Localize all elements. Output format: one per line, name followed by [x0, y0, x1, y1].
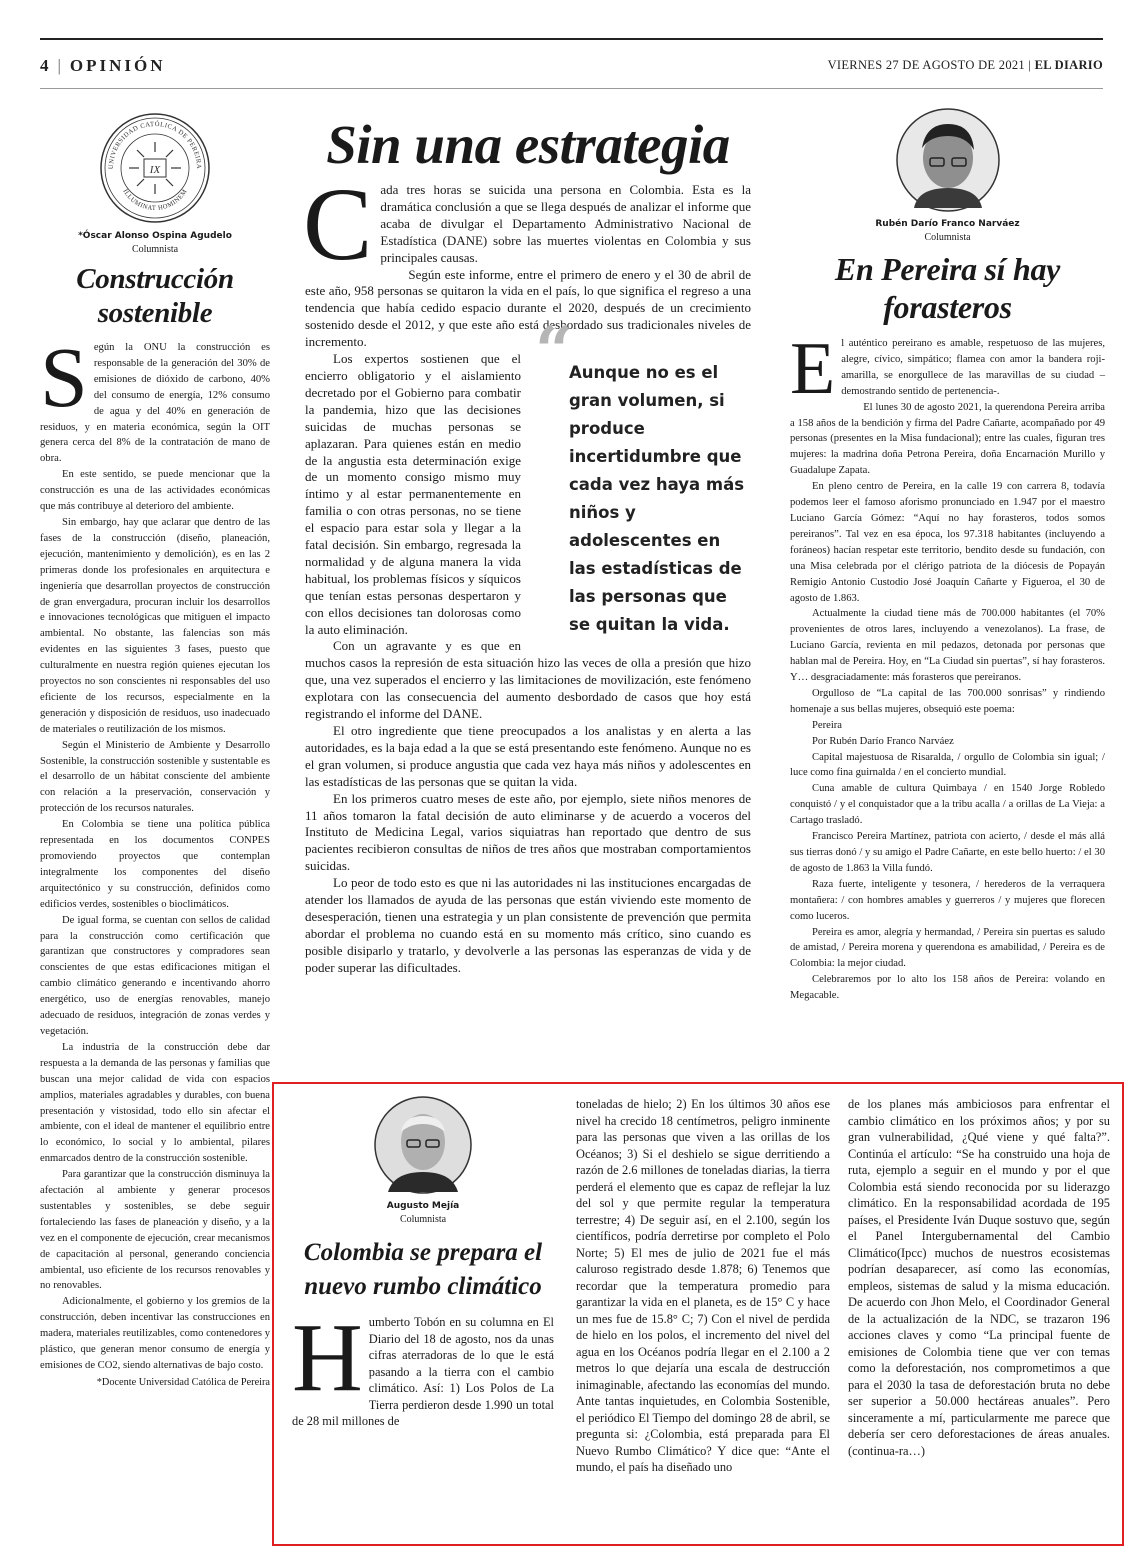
- paragraph: Cada tres horas se suicida una persona en Colombia. Esta es la dramática conclusión a que se llega después de analizar el informe que acaba de divulgar el Departamento Administrativo Nacional de Estadística (DANE) sobre las muertes violentas en Colombia y sus principales causas.: [303, 167, 751, 282]
- poem-stanza: Francisco Pereira Martínez, patriota con acierto, / desde el más allá sus tierras donó / y su amigo el Padre Cañarte, en este bello huerto: / el 30 de agosto de 1.863 la Villa fundó.: [790, 831, 1105, 874]
- paragraph: La industria de la construcción debe dar respuesta a la demanda de las personas y familias que buscan una mejor calidad de vida con espacios amplios, materiales agradables y durables, con buena presentación y vistosidad, todo ello sin afectar el ambiente, con el ideal de mantener el equilibrio entre lo económico, lo social y lo ambiental, pilares enmarcados dentro de la construcción sostenible.: [40, 1041, 270, 1165]
- author-name: Rubén Darío Franco Narváez: [875, 219, 1020, 229]
- left-column-article: [40, 108, 270, 1390]
- drop-cap: S: [40, 329, 88, 425]
- article-title: Construcción sostenible: [76, 263, 234, 329]
- article-title: Colombia se prepara el nuevo rumbo climático: [303, 1239, 543, 1300]
- page-number: 4: [40, 56, 52, 75]
- paragraph: Adicionalmente, el gobierno y los gremios de la construcción, deben incentivar las construcciones en madera, materiales reutilizables, como contenedores y plástico, que generan menor consumo de energía y emisiones de CO2, siendo alternativas de bajo costo.: [40, 1296, 270, 1371]
- author-byline: [292, 1200, 554, 1226]
- poem-stanza: Capital majestuosa de Risaralda, / orgullo de Colombia sin igual; / luce como fina guirnalda / en el concierto mundial.: [790, 751, 1105, 779]
- article-title: En Pereira sí hay forasteros: [834, 251, 1061, 325]
- svg-text:UNIVERSIDAD CATÓLICA DE PEREIR: UNIVERSIDAD CATÓLICA DE PEREIRA: [107, 120, 203, 170]
- paragraph: En los primeros cuatro meses de este año, por ejemplo, siete niños menores de 11 años tomaron la fatal decisión de auto eliminarse y de acuerdo a voceros del Instituto de Medicina Legal, varios siquiatras han reportado que dentro de sus pacientes recibieron consultas de niños de tres años que mostraban comportamientos suicidas.: [305, 790, 751, 874]
- section-name: OPINIÓN: [69, 56, 166, 75]
- university-seal-logo: [99, 112, 211, 224]
- drop-cap: C: [303, 167, 373, 282]
- pull-quote-text: Aunque no es el gran volumen, si produce incertidumbre que cada vez haya más niños y adolescentes en las estadísticas de las personas que se quitan la vida.: [569, 363, 745, 635]
- author-name: *Óscar Alonso Ospina Agudelo: [78, 231, 232, 241]
- editorial-title: Sin una estrategia: [326, 114, 730, 175]
- drop-cap: H: [292, 1304, 363, 1412]
- section-label: 4 | OPINIÓN: [40, 56, 166, 75]
- author-name: Augusto Mejía: [386, 1201, 460, 1211]
- paragraph: Para garantizar que la construcción disminuya la afectación al ambiente y generar procesos sustentables y sostenibles, se debe seguir fortaleciendo las fases de planeación y diseño, y a la vez en el componente de ejecución, crear mecanismos de capacitación al personal, generando conciencia ambiental, uso eficiente de los recursos renovables y no renovables.: [40, 1169, 270, 1292]
- svg-text:ΙΧ: ΙΧ: [149, 164, 161, 176]
- box-column-3: de los planes más ambiciosos para enfrentar el cambio climático en los próximos años; y por su gran vulnerabilidad, ¿Qué viene y qué falta?”. Continúa el artículo: “Se ha construido una hoja de ruta, ejemplo a seguir en el mundo y por el que Colombia está siendo reconocida por su liderazgo climático. En la responsabilidad acordada de 195 países, el Presidente Iván Duque sostuvo que, según el Panel Intergubernamental del Cambio Climático(Ipcc) muchos de nuestros ecosistemas podrían desaparecer, así como las economías, empleos, sistemas de salud y la misma educación. De acuerdo con Jhon Melo, el Coordinador General de la actualización de la NDC, se trazaron 196 acciones claves y como “La principal fuente de emisiones de Colombia tiene que ver con temas como la deforestación, nos comprometimos a que para el 2030 la tasa de deforestación bruta no debe ser superior a 50.000 hectáreas anuales”. Pero sinceramente a mí, particularmente me parece que debería ser cero deforestaciones de áreas anuales. (continua-ra…): [848, 1097, 1110, 1458]
- paragraph: Los expertos sostienen que el encierro obligatorio y el aislamiento decretado por el Gobierno para combatir la pandemia, hizo que las decisiones suicidas de muchas personas se aplazaran. Para quienes están en medio de la angustia esta determinación exige de un momento consigo mismo muy íntimo y al estar permanentemente en familia o con otras personas, no se tiene el espacio para estar sola y llegar a la fatal decisión. Sin embargo, regresada la normalidad y de alguna manera la vida habitual, los problemas físicos y síquicos que tenían estas personas despertaron y con ellos decisiones tan dolorosas como la auto eliminación.: [305, 351, 521, 637]
- paragraph: De igual forma, se cuentan con sellos de calidad para la construcción como certificación que garantizan que constructores y compradores sean conscientes de que estas edificaciones mitigan el cambio climático generando e incentivando ahorro energético, uso de energías renovables, manejo adecuado de residuos, integración de zonas verdes y vegetación.: [40, 914, 270, 1037]
- author-photo: [896, 108, 1000, 212]
- paragraph: Sin embargo, hay que aclarar que dentro de las fases de la construcción (diseño, planeación, ejecución, mantenimiento y demolición), es en las 2 primeras donde los profesionales en arquitectura e ingeniería que desarrollan proyectos de construcción de gran envergadura, procuran incluir los desarrollos e innovaciones tecnológicas que mitiguen el impacto ambiental. No obstante, las falencias son más evidentes en las siguientes 3 fases, puesto que culturalmente en nuestra región quienes ejecutan los proyectos no son conscientes ni responsables del uso eficiente de los recursos, especialmente en la generación y disposición de residuos, uso inadecuado de materiales o reutilización de los mismos.: [40, 516, 270, 735]
- box-column-1: [292, 1096, 554, 1430]
- paragraph: Según el Ministerio de Ambiente y Desarrollo Sostenible, la construcción sostenible y sustentable es el desarrollo de un hábitat consciente del ambiente con relación a la preservación, conservación y protección de los recursos naturales.: [40, 739, 270, 815]
- author-role: Columnista: [399, 1214, 447, 1225]
- paragraph: En pleno centro de Pereira, en la calle 19 con carrera 8, todavía podemos leer el famoso aforismo pronunciado en 1.947 por el maestro Luciano García Gómez: “Aquí no hay forasteros, todos somos pereiranos”. Tal vez en esa época, los 97.318 habitantes (incluyendo a foráneos) hacían respetar este territorio, bendito desde su fundación, con una Misa celebrada por el clérigo patriota de la diócesis de Popayán Remigio Antonio Custodio José Joaquín Cañarte y Figueroa, el 30 de agosto de 1.863.: [790, 481, 1105, 604]
- poem-author: Por Rubén Darío Franco Narváez: [812, 735, 954, 747]
- poem-stanza: Pereira es amor, alegría y hermandad, / Pereira sin puertas es saludo de amistad, / Pereira morena y querendona es amabilidad, / Pereira es de Colombia: la mejor ciudad.: [790, 926, 1105, 970]
- header-rule: [40, 88, 1103, 89]
- paragraph: El otro ingrediente que tiene preocupados a los analistas y en alerta a las autoridades, es la baja edad a la que se está presentando este fenómeno. Aunque no es el gran volumen, si produce angustia que cada vez haya más niños y adolescentes en las estadísticas de las personas que se quitan la vida.: [305, 723, 751, 789]
- author-byline: [40, 230, 270, 256]
- paper-name: EL DIARIO: [1034, 58, 1103, 72]
- paragraph: Humberto Tobón en su columna en El Diario del 18 de agosto, nos da unas cifras aterradoras de lo que le está pasando a la tierra con el cambio climático. Así: 1) Los Polos de La Tierra perdieron desde 1.990 un total de 28 mil millones de: [292, 1304, 554, 1428]
- paragraph: En este sentido, se puede mencionar que la construcción es una de las actividades económicas que más contribuye al deterioro del ambiente.: [40, 469, 270, 513]
- paragraph: El auténtico pereirano es amable, respetuoso de las mujeres, alegre, cívico, simpático; flamea con amor la bandera roji-amarilla, se enorgullece de las maravillas de su ciudad –demostrando sentido de pertenencia-.: [790, 328, 1105, 410]
- paragraph: El lunes 30 de agosto 2021, la querendona Pereira arriba a 158 años de la bendición y firma del Padre Cañarte, acompañado por 49 personas (presentes en la Misa fundacional); entre las cuales, figuran tres mujeres: la madrina doña Petrona Pereira, doña Encarnación Murillo y Guadalupe Zapata.: [790, 401, 1105, 477]
- paragraph: Según la ONU la construcción es responsable de la generación del 30% de emisiones de dióxido de carbono, 40% del consumo de energía, 12% consumo de agua y del 40% en generación de residuos, y en materia económica, según la OIT genera cerca del 8% de la contratación de mano de obra.: [40, 329, 270, 465]
- author-footnote: *Docente Universidad Católica de Pereira: [96, 1376, 270, 1388]
- poem-stanza: Cuna amable de cultura Quimbaya / en 1540 Jorge Robledo conquistó / y el conquistador que a la tribu acalla / a orillas de La Vieja: a Cartago trasladó.: [790, 783, 1105, 827]
- paragraph: Actualmente la ciudad tiene más de 700.000 habitantes (el 70% provenientes de otros lares, incluyendo a venezolanos). La frase, de Luciano García, revienta en mil pedazos, detonada por personas que hablan mal de Pereira. Hoy, en “La Ciudad sin puertas”, sí hay forasteros. Y… desgraciadamente: más forasteros que pereiranos.: [790, 608, 1105, 684]
- paragraph: Con un agravante y es que en muchos casos la represión de esta situación hizo las veces de olla a presión que hizo que, una vez superados el encierro y las limitaciones de movilización, este fenómeno explotara con las consecuencia del aumento desbordado de casos que hoy está registrando el informe del DANE.: [305, 638, 751, 722]
- paragraph: Según este informe, entre el primero de enero y el 30 de abril de este año, 958 personas se quitaron la vida en el país, lo que significa el regreso a una tendencia que había cedido espacio durante el 2020, después de un crecimiento sostenido desde el 2012, y que este año está desbordado sus tradicionales niveles de incremento.: [305, 266, 751, 350]
- drop-cap: E: [790, 328, 836, 410]
- svg-text:ILLUMINAT HOMINEM: ILLUMINAT HOMINEM: [121, 188, 189, 213]
- poem-stanza: Raza fuerte, inteligente y tesonera, / herederos de la verraquera montañera: / con hombres amables y guerreros / y mujeres que florecen como luceros.: [790, 878, 1105, 922]
- paragraph: Orgulloso de “La capital de las 700.000 sonrisas” y rindiendo homenaje a sus bellas mujeres, obsequió este poema:: [790, 687, 1105, 715]
- author-photo: [374, 1096, 472, 1194]
- right-column-article: [790, 108, 1105, 1004]
- author-role: Columnista: [924, 232, 971, 243]
- paragraph: Celebraremos por lo alto los 158 años de Pereira: volando en Megacable.: [790, 974, 1105, 1002]
- poem-title: Pereira: [812, 719, 842, 731]
- editorial-article: [305, 112, 751, 977]
- box-column-2: toneladas de hielo; 2) En los últimos 30 años ese nivel ha crecido 18 centímetros, peligro inminente para las personas que viven a las orillas de los Océanos; 3) Si el deshielo se sigue derritiendo a razón de 2.6 millones de toneladas diarias, la tierra perderá el elemento que es capaz de reflejar la luz del sol y que permite regular la temperatura terrestre; 4) De seguir así, en el 2.100, según los científicos, podría derretirse por completo el Polo Norte; 5) El mes de julio de 2021 fue el más caluroso registrado desde 1.878; 6) Tenemos que recordar que la temperatura promedio para garantizar la vida en el planeta, es de 15° C y hace un mes fue de 15.8° C; 7) Con el nivel de perdida de hielo en los polos, el incremento del nivel del agua en los Océanos podría llegar en el 2.100 a 2 metros lo que dejaría una escala de destrucción inimaginable, afectando las economías del mundo. Ante tantas inquietudes, en Colombia Sostenible, el periódico El Tiempo del domingo 28 de abril, se pregunta si: ¿Colombia, está preparada para El Nuevo Rumbo Climático? Y dice que: “Ante el mundo, el país ha diseñado uno: [576, 1097, 830, 1474]
- author-byline: [790, 218, 1105, 244]
- author-role: Columnista: [131, 244, 179, 255]
- paragraph: En Colombia se tiene una política pública representada en los documentos CONPES promoviendo proyectos que contemplan integralmente los componentes del diseño arquitectónico y su construcción, definidos como edificios verdes, sostenibles o bioclimáticos.: [40, 819, 270, 910]
- issue-date: VIERNES 27 DE AGOSTO DE 2021: [827, 58, 1025, 72]
- dateline: VIERNES 27 DE AGOSTO DE 2021 | EL DIARIO: [827, 58, 1103, 72]
- quote-mark-icon: “: [535, 312, 573, 391]
- highlighted-column-box: [272, 1082, 1124, 1546]
- page-header: [40, 38, 1103, 88]
- pull-quote: [535, 312, 751, 639]
- paragraph: Lo peor de todo esto es que ni las autoridades ni las instituciones encargadas de atender los llamados de ayuda de las personas que están viviendo este momento de desesperación, tienen una estrategia y un plan consistente de prevención que permita abordar el problema no cuando está en su momento más crítico, sino cuando es posible disiparlo y tratarlo, y devolverle a las personas las esperanzas de vida y de poder superar las dificultades.: [305, 875, 751, 975]
